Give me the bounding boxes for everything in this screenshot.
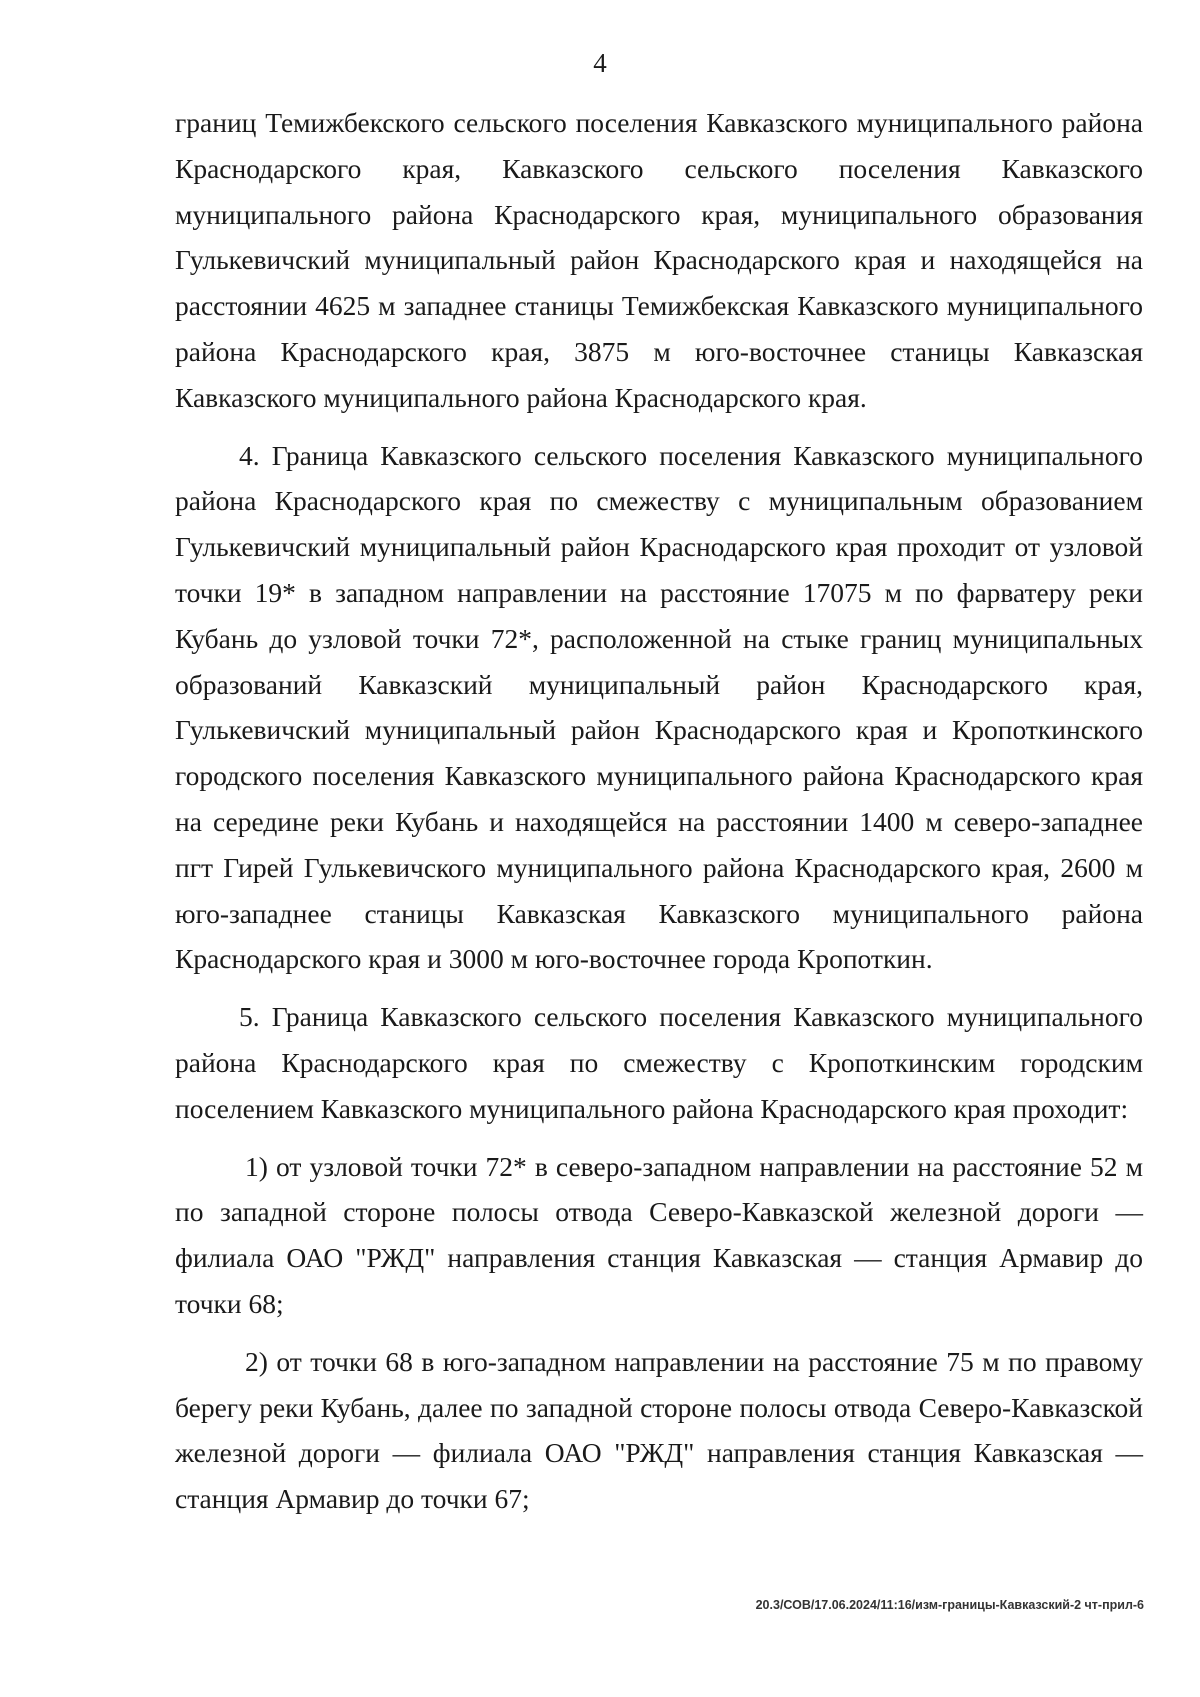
document-body (175, 100, 1143, 1534)
paragraph-item-5: 5. Граница Кавказского сельского поселения Кавказского муниципального района Краснодарского края по смежеству с Кропоткинским городским поселением Кавказского муниципального района Краснодарского края проходит: (175, 1001, 1143, 1124)
footer-document-code: 20.3/СОВ/17.06.2024/11:16/изм-границы-Кавказский-2 чт-прил-6 (755, 1598, 1144, 1612)
page-number: 4 (593, 48, 607, 78)
paragraph-item-4: 4. Граница Кавказского сельского поселения Кавказского муниципального района Краснодарского края по смежеству с муниципальным образованием Гулькевичский муниципальный район Краснодарского края проходит от узловой точки 19* в западном направлении на расстояние 17075 м по фарватеру реки Кубань до узловой точки 72*, расположенной на стыке границ муниципальных образований Кавказский муниципальный район Краснодарского края, Гулькевичский муниципальный район Краснодарского края и Кропоткинского городского поселения Кавказского муниципального района Краснодарского края на середине реки Кубань и находящейся на расстоянии 1400 м северо-западнее пгт Гирей Гулькевичского муниципального района Краснодарского края, 2600 м юго-западнее станицы Кавказская Кавказского муниципального района Краснодарского края и 3000 м юго-восточнее города Кропоткин. (175, 439, 1143, 975)
subparagraph-1: 1) от узловой точки 72* в северо-западном направлении на расстояние 52 м по западной стороне полосы отвода Северо-Кавказской железной дороги — филиала ОАО "РЖД" направления станция Кавказская — станция Армавир до точки 68; (175, 1150, 1143, 1319)
subparagraph-2: 2) от точки 68 в юго-западном направлении на расстояние 75 м по правому берегу реки Кубань, далее по западной стороне полосы отвода Северо-Кавказской железной дороги — филиала ОАО "РЖД" направления станция Кавказская — станция Армавир до точки 67; (175, 1345, 1143, 1515)
paragraph-continuation: границ Темижбекского сельского поселения Кавказского муниципального района Краснодарского края, Кавказского сельского поселения Кавказского муниципального района Краснодарского края, муниципального образования Гулькевичский муниципальный район Краснодарского края и находящейся на расстоянии 4625 м западнее станицы Темижбекская Кавказского муниципального района Краснодарского края, 3875 м юго-восточнее станицы Кавказская Кавказского муниципального района Краснодарского края. (175, 107, 1143, 413)
